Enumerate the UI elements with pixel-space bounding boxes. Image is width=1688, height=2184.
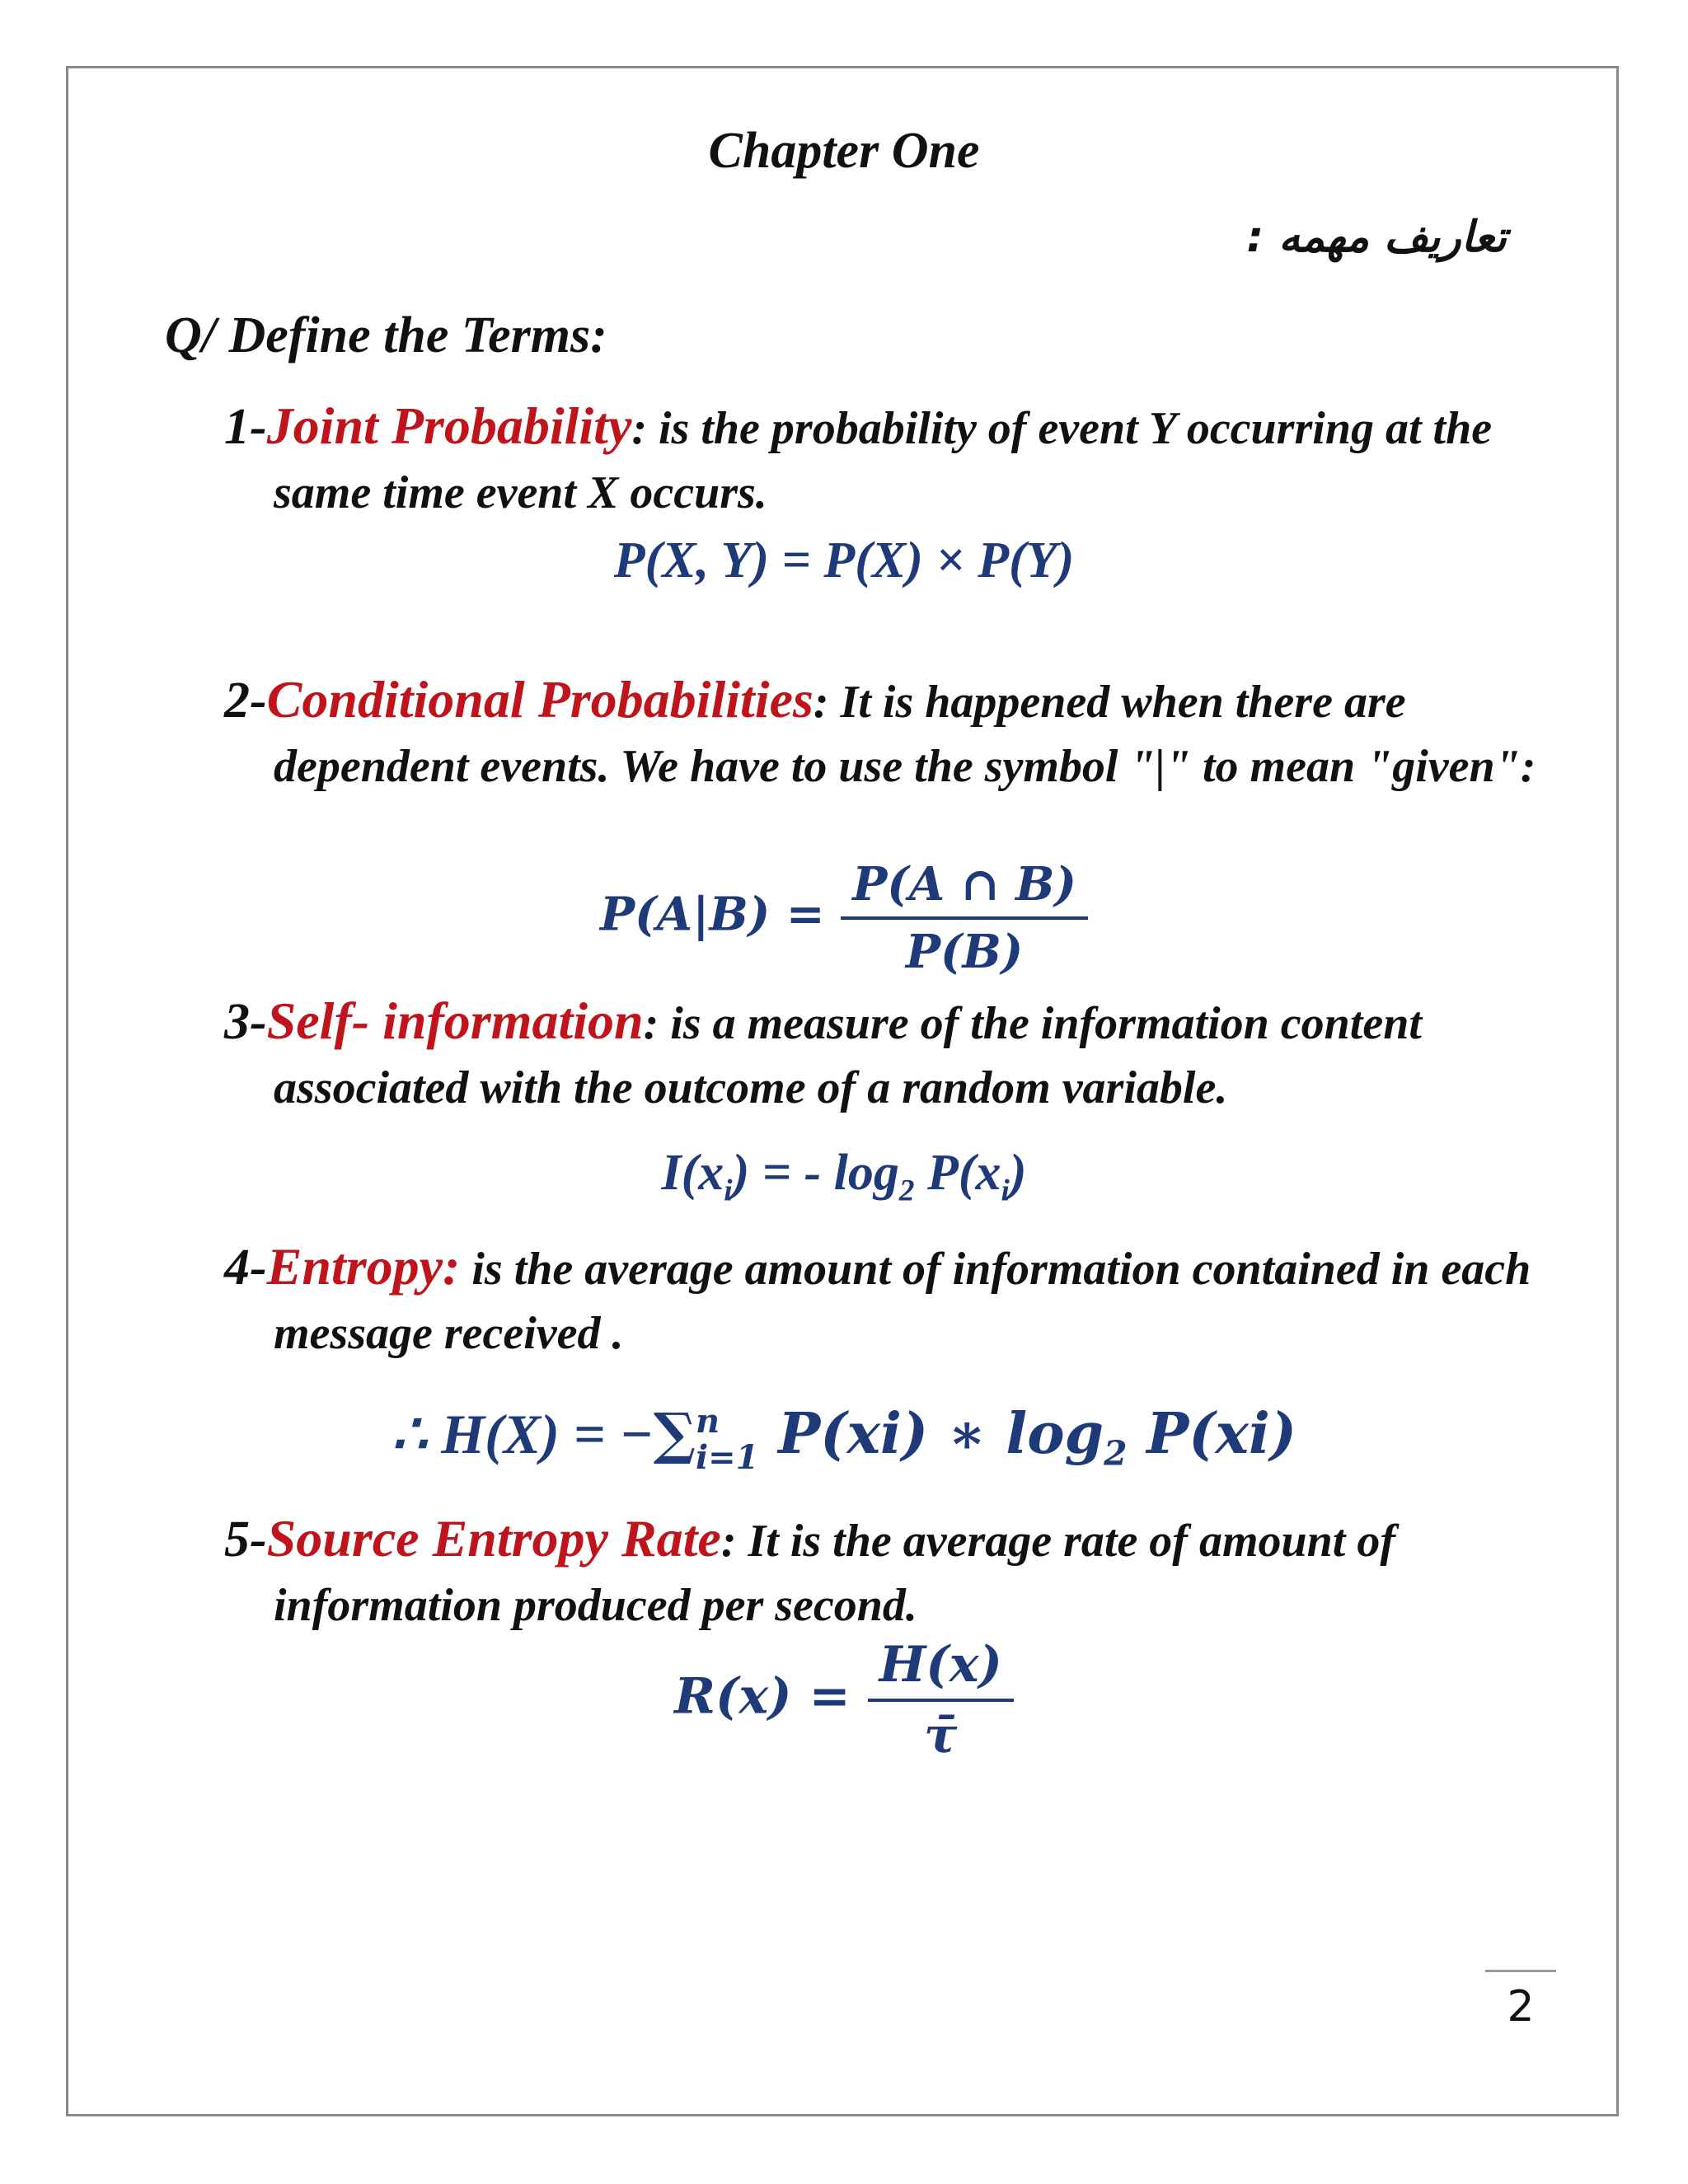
def-sep: : (631, 403, 647, 454)
entropy-term: P(xi) ∗ log (758, 1401, 1104, 1467)
chapter-title: Chapter One (708, 123, 980, 179)
def-text: is a measure of the information content associated with the outcome of a random variable. (274, 998, 1422, 1113)
self-info-part: ) = - log (732, 1145, 899, 1201)
def-term: Self- information (266, 991, 644, 1050)
def-sep: : (720, 1516, 737, 1567)
def-number: 4- (224, 1240, 267, 1296)
rate-numerator: H(x) (868, 1636, 1014, 1702)
cond-denominator: P(B) (905, 925, 1024, 979)
log-subscript: 2 (1104, 1433, 1128, 1474)
self-info-part: ) (1009, 1145, 1027, 1201)
self-info-subscript: 2 (898, 1174, 915, 1208)
def-number: 1- (224, 399, 267, 455)
formula-rate (0, 1636, 1688, 1765)
sum-lower: i=1 (695, 1438, 759, 1478)
page-number-rule (1485, 1970, 1556, 1972)
definition-1 (224, 394, 1592, 525)
sum-symbol: ∑ (653, 1401, 696, 1467)
formula-conditional (0, 857, 1688, 979)
def-term: Source Entropy Rate (266, 1509, 721, 1568)
cond-numerator: P(A ∩ B) (841, 857, 1088, 920)
self-info-subscript: i (724, 1174, 733, 1208)
entropy-term: P(xi) (1127, 1401, 1297, 1467)
self-info-part: I(x (661, 1145, 724, 1201)
def-text: is the probability of event Y occurring at the same time event X occurs. (274, 403, 1493, 518)
def-number: 3- (224, 994, 267, 1050)
entropy-prefix: ∴ H(X) = − (391, 1403, 654, 1465)
rate-denominator: τ̄ (924, 1707, 958, 1765)
def-sep: : (643, 998, 659, 1049)
def-text: is the average amount of information contained in each message received . (274, 1244, 1531, 1359)
definition-4 (224, 1235, 1592, 1366)
rate-lhs: R(x) = (674, 1667, 851, 1726)
formula-joint: P(X, Y) = P(X) × P(Y) (613, 532, 1075, 588)
def-sep: : (813, 677, 829, 728)
question-heading: Q/ Define the Terms: (165, 307, 607, 363)
page-number: 2 (1507, 1982, 1535, 2032)
def-term: Conditional Probabilities (266, 670, 814, 729)
definition-5 (224, 1507, 1592, 1638)
def-text: It is the average rate of amount of information produced per second. (274, 1516, 1395, 1631)
def-text: It is happened when there are dependent events. We have to use the symbol "|" to mean "given": (274, 677, 1536, 792)
cond-fraction (841, 857, 1088, 979)
formula-self-information (0, 1144, 1688, 1208)
arabic-heading: تعاريف مهمه : (1246, 213, 1507, 262)
def-number: 5- (224, 1511, 267, 1568)
definition-3 (224, 989, 1592, 1120)
cond-lhs: P(A|B) = (600, 887, 825, 942)
def-term: Joint Probability (266, 396, 632, 455)
formula-entropy (0, 1401, 1688, 1476)
sum-upper: n (695, 1402, 720, 1441)
self-info-part: P(x (914, 1145, 1001, 1201)
sum-limits (696, 1404, 759, 1476)
def-term: Entropy: (266, 1237, 461, 1296)
def-number: 2- (224, 673, 267, 729)
definition-2 (224, 668, 1592, 799)
rate-fraction (868, 1636, 1014, 1765)
self-info-subscript: i (1001, 1174, 1010, 1208)
